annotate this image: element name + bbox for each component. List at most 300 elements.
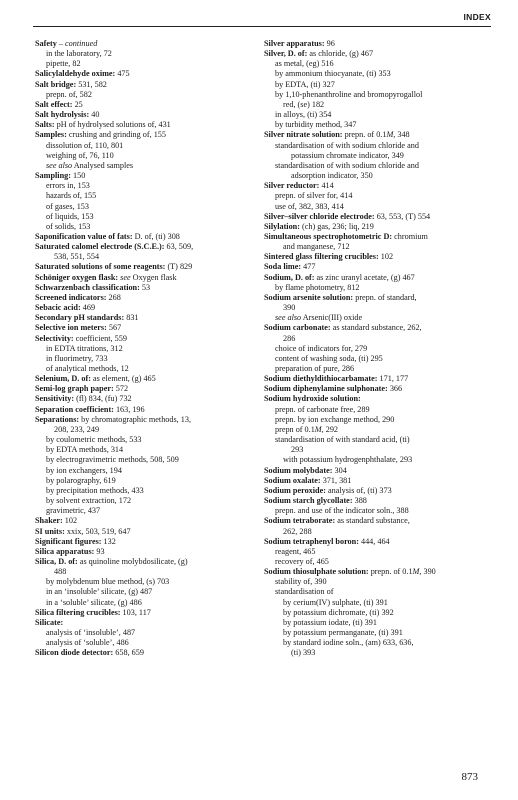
index-subentry [35,90,261,100]
index-entry [35,120,261,130]
index-entry [264,466,490,476]
entry-text: with potassium hydrogenphthalate, 293 [283,455,413,465]
index-entry [35,232,261,242]
entry-text: in a ‘soluble’ silicate, (g) 486 [46,597,142,607]
index-subentry [264,303,490,313]
entry-text: by potassium permanganate, (ti) 391 [283,628,403,638]
index-entry [35,394,261,404]
entry-text: 531, 582 [76,79,107,89]
entry-heading: Semi-log graph paper: [35,384,114,394]
index-entry [35,415,261,425]
index-entry [264,222,490,232]
index-entry [264,49,490,59]
entry-text: 25 [72,99,83,109]
index-entry [264,293,490,303]
entry-heading: Soda lime: [264,262,302,272]
entry-text: and manganese, 712 [283,242,350,252]
entry-text: 150 [70,171,86,181]
entry-heading: Sodium peroxide: [264,485,326,495]
entry-text: xxix, 503, 519, 647 [64,526,131,536]
entry-text: 286 [283,333,296,343]
entry-text: crushing and grinding of, 155 [66,130,166,140]
index-subentry [264,151,490,161]
index-entry [35,110,261,120]
index-subentry [264,202,490,212]
entry-heading: Sampling: [35,171,71,181]
entry-text: 538, 551, 554 [54,252,100,262]
entry-text: 53 [139,282,151,292]
entry-text: by EDTA methods, 314 [46,445,124,455]
entry-text: 371, 381 [320,475,352,485]
index-subentry [35,344,261,354]
entry-text: by cerium(IV) sulphate, (ti) 391 [283,597,388,607]
index-subentry [35,577,261,587]
index-subentry [264,191,490,201]
entry-text: 93 [94,546,105,556]
entry-heading: Silver–silver chloride electrode: [264,211,375,221]
entry-heading: Sodium tetraborate: [264,516,336,526]
index-entry [35,384,261,394]
entry-text: weighing of, 76, 110 [46,150,114,160]
entry-text: by potassium dichromate, (ti) 392 [283,607,394,617]
index-subentry [264,344,490,354]
index-subentry [264,405,490,415]
entry-text: of solids, 153 [46,221,91,231]
entry-italic: M [386,130,394,140]
index-entry [35,405,261,415]
entry-text: 488 [54,567,67,577]
index-entry [35,130,261,140]
entry-text: (T) 829 [165,262,193,272]
entry-text: content of washing soda, (ti) 295 [275,353,383,363]
index-subentry [264,59,490,69]
index-subentry [264,415,490,425]
page-header [33,0,491,30]
entry-text: 96 [324,39,335,48]
entry-text: standardisation of with sodium chloride and [275,160,419,170]
entry-text: 572 [113,384,129,394]
index-entry [264,39,490,49]
entry-text: in fluorimetry, 733 [46,353,108,363]
index-subentry [264,587,490,597]
index-entry [264,567,490,577]
index-entry [35,618,261,628]
entry-text: hazards of, 155 [46,191,97,201]
entry-text: 132 [101,536,116,546]
index-entry [264,476,490,486]
index-entry [264,516,490,526]
index-subentry [264,100,490,110]
index-entry [264,232,490,242]
running-head: INDEX [463,12,491,22]
entry-heading: Secondary pH standards: [35,313,125,323]
entry-text: 567 [106,323,122,333]
entry-text: use of, 382, 383, 414 [275,201,344,211]
index-entry [35,80,261,90]
entry-heading: Silica filtering crucibles: [35,607,121,617]
index-subentry [264,364,490,374]
index-column-right [264,39,490,659]
entry-text: of analytical methods, 12 [46,364,129,373]
index-entry [35,100,261,110]
entry-text: prepn. of standard, [353,292,417,302]
entry-heading: Salicylaldehyde oxime: [35,69,116,79]
entry-heading: Saponification value of fats: [35,231,133,241]
entry-text: as standard substance, 262, [330,323,422,333]
entry-text: prepn. of carbonate free, 289 [275,404,370,414]
entry-text: by polarography, 619 [46,475,116,485]
entry-italic: see [118,272,131,282]
entry-text: 63, 553, (T) 554 [374,211,431,221]
index-subentry [264,598,490,608]
entry-heading: Sodium starch glycollate: [264,496,353,506]
entry-text: 658, 659 [113,648,144,658]
entry-text: red, (se) 182 [283,99,325,109]
entry-heading: Sodium thiosulphate solution: [264,567,369,577]
entry-italic: M [412,567,420,577]
index-entry [35,374,261,384]
entry-text: by ammonium thiocyanate, (ti) 353 [275,69,391,79]
entry-text: by ion exchangers, 194 [46,465,122,475]
entry-text: in the laboratory, 72 [46,49,112,59]
entry-text: as chloride, (g) 467 [307,49,374,59]
entry-text: standardisation of with standard acid, (ti) [275,435,410,445]
entry-text: standardisation of with sodium chloride and [275,140,419,150]
index-subentry [264,638,490,648]
entry-text: reagent, 465 [275,546,316,556]
entry-text: in an ‘insoluble’ silicate, (g) 487 [46,587,153,597]
index-subentry [35,476,261,486]
index-subentry [35,598,261,608]
index-entry [35,69,261,79]
entry-text: adsorption indicator, 350 [291,171,373,181]
entry-text: 469 [80,303,96,313]
entry-heading: Separation coefficient: [35,404,114,414]
entry-heading: Sodium hydroxide solution: [264,394,361,404]
entry-text: , 348 [393,130,410,140]
entry-text: errors in, 153 [46,181,90,191]
index-subentry [264,506,490,516]
entry-text: prepn. and use of the indicator soln., 388 [275,506,409,516]
entry-text: by potassium iodate, (ti) 391 [283,617,377,627]
entry-text: 262, 288 [283,526,312,536]
entry-text: 477 [301,262,316,272]
entry-text: as zinc uranyl acetate, (g) 467 [314,272,415,282]
entry-text: by solvent extraction, 172 [46,496,132,506]
entry-italic: see also [46,160,73,170]
entry-text: prepn. of 0.1 [368,567,413,577]
index-entry [35,516,261,526]
entry-heading: Sodium, D. of: [264,272,315,282]
index-subentry [264,435,490,445]
entry-heading: Salt effect: [35,99,73,109]
entry-text: by molybdenum blue method, (s) 703 [46,577,170,587]
entry-heading: Separations: [35,414,80,424]
entry-text: 366 [387,384,403,394]
entry-heading: Selenium, D. of: [35,374,91,384]
index-subentry [264,171,490,181]
index-entry [264,212,490,222]
index-entry [264,273,490,283]
entry-text: 102 [62,516,78,526]
entry-text: 268 [106,292,121,302]
index-subentry [35,181,261,191]
index-subentry [264,547,490,557]
entry-heading: Silver nitrate solution: [264,130,343,140]
entry-heading: Sensitivity: [35,394,75,404]
index-subentry [35,59,261,69]
entry-text: analysis of, (ti) 373 [325,485,392,495]
entry-heading: Silicate: [35,617,64,627]
index-entry [35,242,261,252]
entry-heading: Selective ion meters: [35,323,107,333]
index-subentry [35,425,261,435]
index-entry [35,262,261,272]
index-subentry [35,435,261,445]
index-entry [264,323,490,333]
index-subentry [264,334,490,344]
index-subentry [264,557,490,567]
index-subentry [35,466,261,476]
index-entry [264,374,490,384]
index-entry [35,273,261,283]
entry-text: by electrogravimetric methods, 508, 509 [46,455,179,465]
index-subentry [264,455,490,465]
entry-heading: Sodium arsenite solution: [264,292,354,302]
index-subentry [35,191,261,201]
index-subentry [35,638,261,648]
index-entry [35,547,261,557]
entry-text: chromium [392,231,428,241]
entry-text: by chromatographic methods, 13, [79,414,191,424]
entry-text: by turbidity method, 347 [275,120,357,130]
entry-heading: Schwarzenbach classification: [35,282,140,292]
entry-text: 388 [352,496,367,506]
entry-heading: Sodium diphenylamine sulphonate: [264,384,388,394]
entry-text: , 292 [321,424,338,434]
index-subentry [35,49,261,59]
index-subentry [35,455,261,465]
entry-text: in EDTA titrations, 312 [46,343,123,353]
index-entry [35,557,261,567]
entry-text: D. of, (ti) 308 [132,231,180,241]
index-subentry [264,445,490,455]
index-subentry [264,577,490,587]
entry-italic: M [314,424,322,434]
entry-italic: see also [275,313,302,323]
index-entry [264,130,490,140]
index-subentry [35,364,261,374]
index-subentry [35,252,261,262]
index-column-left [35,39,261,659]
entry-text: by flame photometry, 812 [275,282,360,292]
index-subentry [264,283,490,293]
index-entry [35,313,261,323]
index-subentry [35,212,261,222]
entry-heading: Silylation: [264,221,300,231]
entry-heading: Sodium tetraphenyl boron: [264,536,359,546]
index-subentry [264,425,490,435]
index-entry [35,527,261,537]
entry-heading: Salt bridge: [35,79,77,89]
entry-heading: Sodium carbonate: [264,323,331,333]
entry-heading: Sodium oxalate: [264,475,321,485]
entry-text: 293 [291,445,304,455]
index-entry [264,252,490,262]
entry-text: recovery of, 465 [275,556,329,566]
index-entry [35,303,261,313]
entry-text: 63, 509, [164,242,194,252]
entry-heading: Significant figures: [35,536,102,546]
entry-text: 304 [332,465,347,475]
index-subentry [264,628,490,638]
entry-text: prepn of 0.1 [275,424,315,434]
entry-text: of gases, 153 [46,201,89,211]
entry-text: 163, 196 [113,404,145,414]
entry-text: 475 [115,69,130,79]
entry-text: as standard substance, [335,516,410,526]
entry-heading: Sebacic acid: [35,303,81,313]
index-entry [264,537,490,547]
entry-heading: Silver apparatus: [264,39,325,48]
entry-text: 390 [283,303,296,313]
index-entry [35,171,261,181]
entry-text: pipette, 82 [46,59,81,69]
index-subentry [35,354,261,364]
entry-text: 102 [378,252,394,262]
entry-text: 171, 177 [377,374,409,384]
entry-text: by standard iodine soln., (am) 633, 636, [283,638,414,648]
index-subentry [264,313,490,323]
entry-text: as metal, (eg) 516 [275,59,334,69]
entry-text: 103, 117 [120,607,151,617]
entry-text: gravimetric, 437 [46,506,101,516]
entry-text: 414 [319,181,334,191]
entry-heading: Silicon diode detector: [35,648,114,658]
entry-text: (fl) 834, (fu) 732 [74,394,132,404]
index-subentry [35,151,261,161]
entry-text: prepn. of, 582 [46,89,92,99]
index-entry [264,486,490,496]
entry-heading: Screened indicators: [35,292,107,302]
entry-text: stability of, 390 [275,577,327,587]
index-subentry [264,648,490,658]
entry-text: analysis of ‘soluble’, 486 [46,638,129,648]
index-entry [35,537,261,547]
entry-text: pH of hydrolysed solutions of, 431 [54,120,171,130]
entry-heading: Sodium diethyldithiocarbamate: [264,374,378,384]
index-subentry [35,567,261,577]
index-subentry [35,161,261,171]
entry-heading: Safety [35,39,57,48]
entry-heading: SI units: [35,526,65,536]
entry-text: Analysed samples [72,160,134,170]
entry-heading: Silica, D. of: [35,556,78,566]
index-subentry [264,120,490,130]
index-subentry [35,445,261,455]
entry-text: as quinoline molybdosilicate, (g) [77,556,188,566]
index-entry [264,496,490,506]
index-entry [264,262,490,272]
index-subentry [264,161,490,171]
entry-heading: Saturated solutions of some reagents: [35,262,166,272]
entry-heading: Sintered glass filtering crucibles: [264,252,379,262]
entry-text: prepn. of 0.1 [342,130,387,140]
entry-text: by EDTA, (ti) 327 [275,79,335,89]
index-subentry [264,608,490,618]
entry-italic: – continued [56,39,98,48]
entry-text: Oxygen flask [130,272,177,282]
index-subentry [264,69,490,79]
index-subentry [35,202,261,212]
index-entry [35,283,261,293]
entry-heading: Sodium molybdate: [264,465,333,475]
entry-text: in alloys, (ti) 354 [275,110,332,120]
index-entry [264,384,490,394]
entry-text: prepn. by ion exchange method, 290 [275,414,395,424]
entry-text: Arsenic(III) oxide [301,313,363,323]
index-subentry [35,587,261,597]
entry-text: by precipitation methods, 433 [46,485,144,495]
entry-text: analysis of ‘insoluble’, 487 [46,628,136,638]
entry-text: choice of indicators for, 279 [275,343,368,353]
entry-text: preparation of pure, 286 [275,364,355,373]
entry-heading: Simultaneous spectrophotometric D: [264,231,393,241]
entry-heading: Schöniger oxygen flask: [35,272,119,282]
entry-text: of liquids, 153 [46,211,94,221]
entry-heading: Silica apparatus: [35,546,95,556]
index-entry [35,648,261,658]
header-rule [33,26,491,27]
entry-text: 444, 464 [358,536,390,546]
index-subentry [35,628,261,638]
entry-text: coefficient, 559 [73,333,127,343]
entry-text: 40 [89,110,100,120]
index-subentry [35,141,261,151]
index-subentry [264,527,490,537]
entry-text: potassium chromate indicator, 349 [291,150,404,160]
index-subentry [264,242,490,252]
index-entry [264,394,490,404]
entry-text: standardisation of [275,587,334,597]
entry-text: by 1,10-phenanthroline and bromopyrogallol [275,89,423,99]
index-subentry [264,80,490,90]
entry-heading: Silver reductor: [264,181,320,191]
entry-text: as element, (g) 465 [90,374,156,384]
index-subentry [264,90,490,100]
entry-heading: Salts: [35,120,55,130]
entry-heading: Silver, D. of: [264,49,308,59]
entry-heading: Shaker: [35,516,63,526]
index-entry [35,293,261,303]
index-subentry [35,506,261,516]
entry-text: , 390 [419,567,436,577]
index-entry [35,39,261,49]
index-subentry [264,618,490,628]
entry-text: (ti) 393 [291,648,316,658]
entry-heading: Samples: [35,130,67,140]
index-entry [35,608,261,618]
entry-text: prepn. of silver for, 414 [275,191,353,201]
entry-text: dissolution of, 110, 801 [46,140,124,150]
index-subentry [35,496,261,506]
entry-heading: Salt hydrolysis: [35,110,90,120]
index-entry [35,323,261,333]
entry-heading: Saturated calomel electrode (S.C.E.): [35,242,165,252]
page-number: 873 [461,771,478,783]
index-subentry [35,222,261,232]
index-subentry [264,354,490,364]
